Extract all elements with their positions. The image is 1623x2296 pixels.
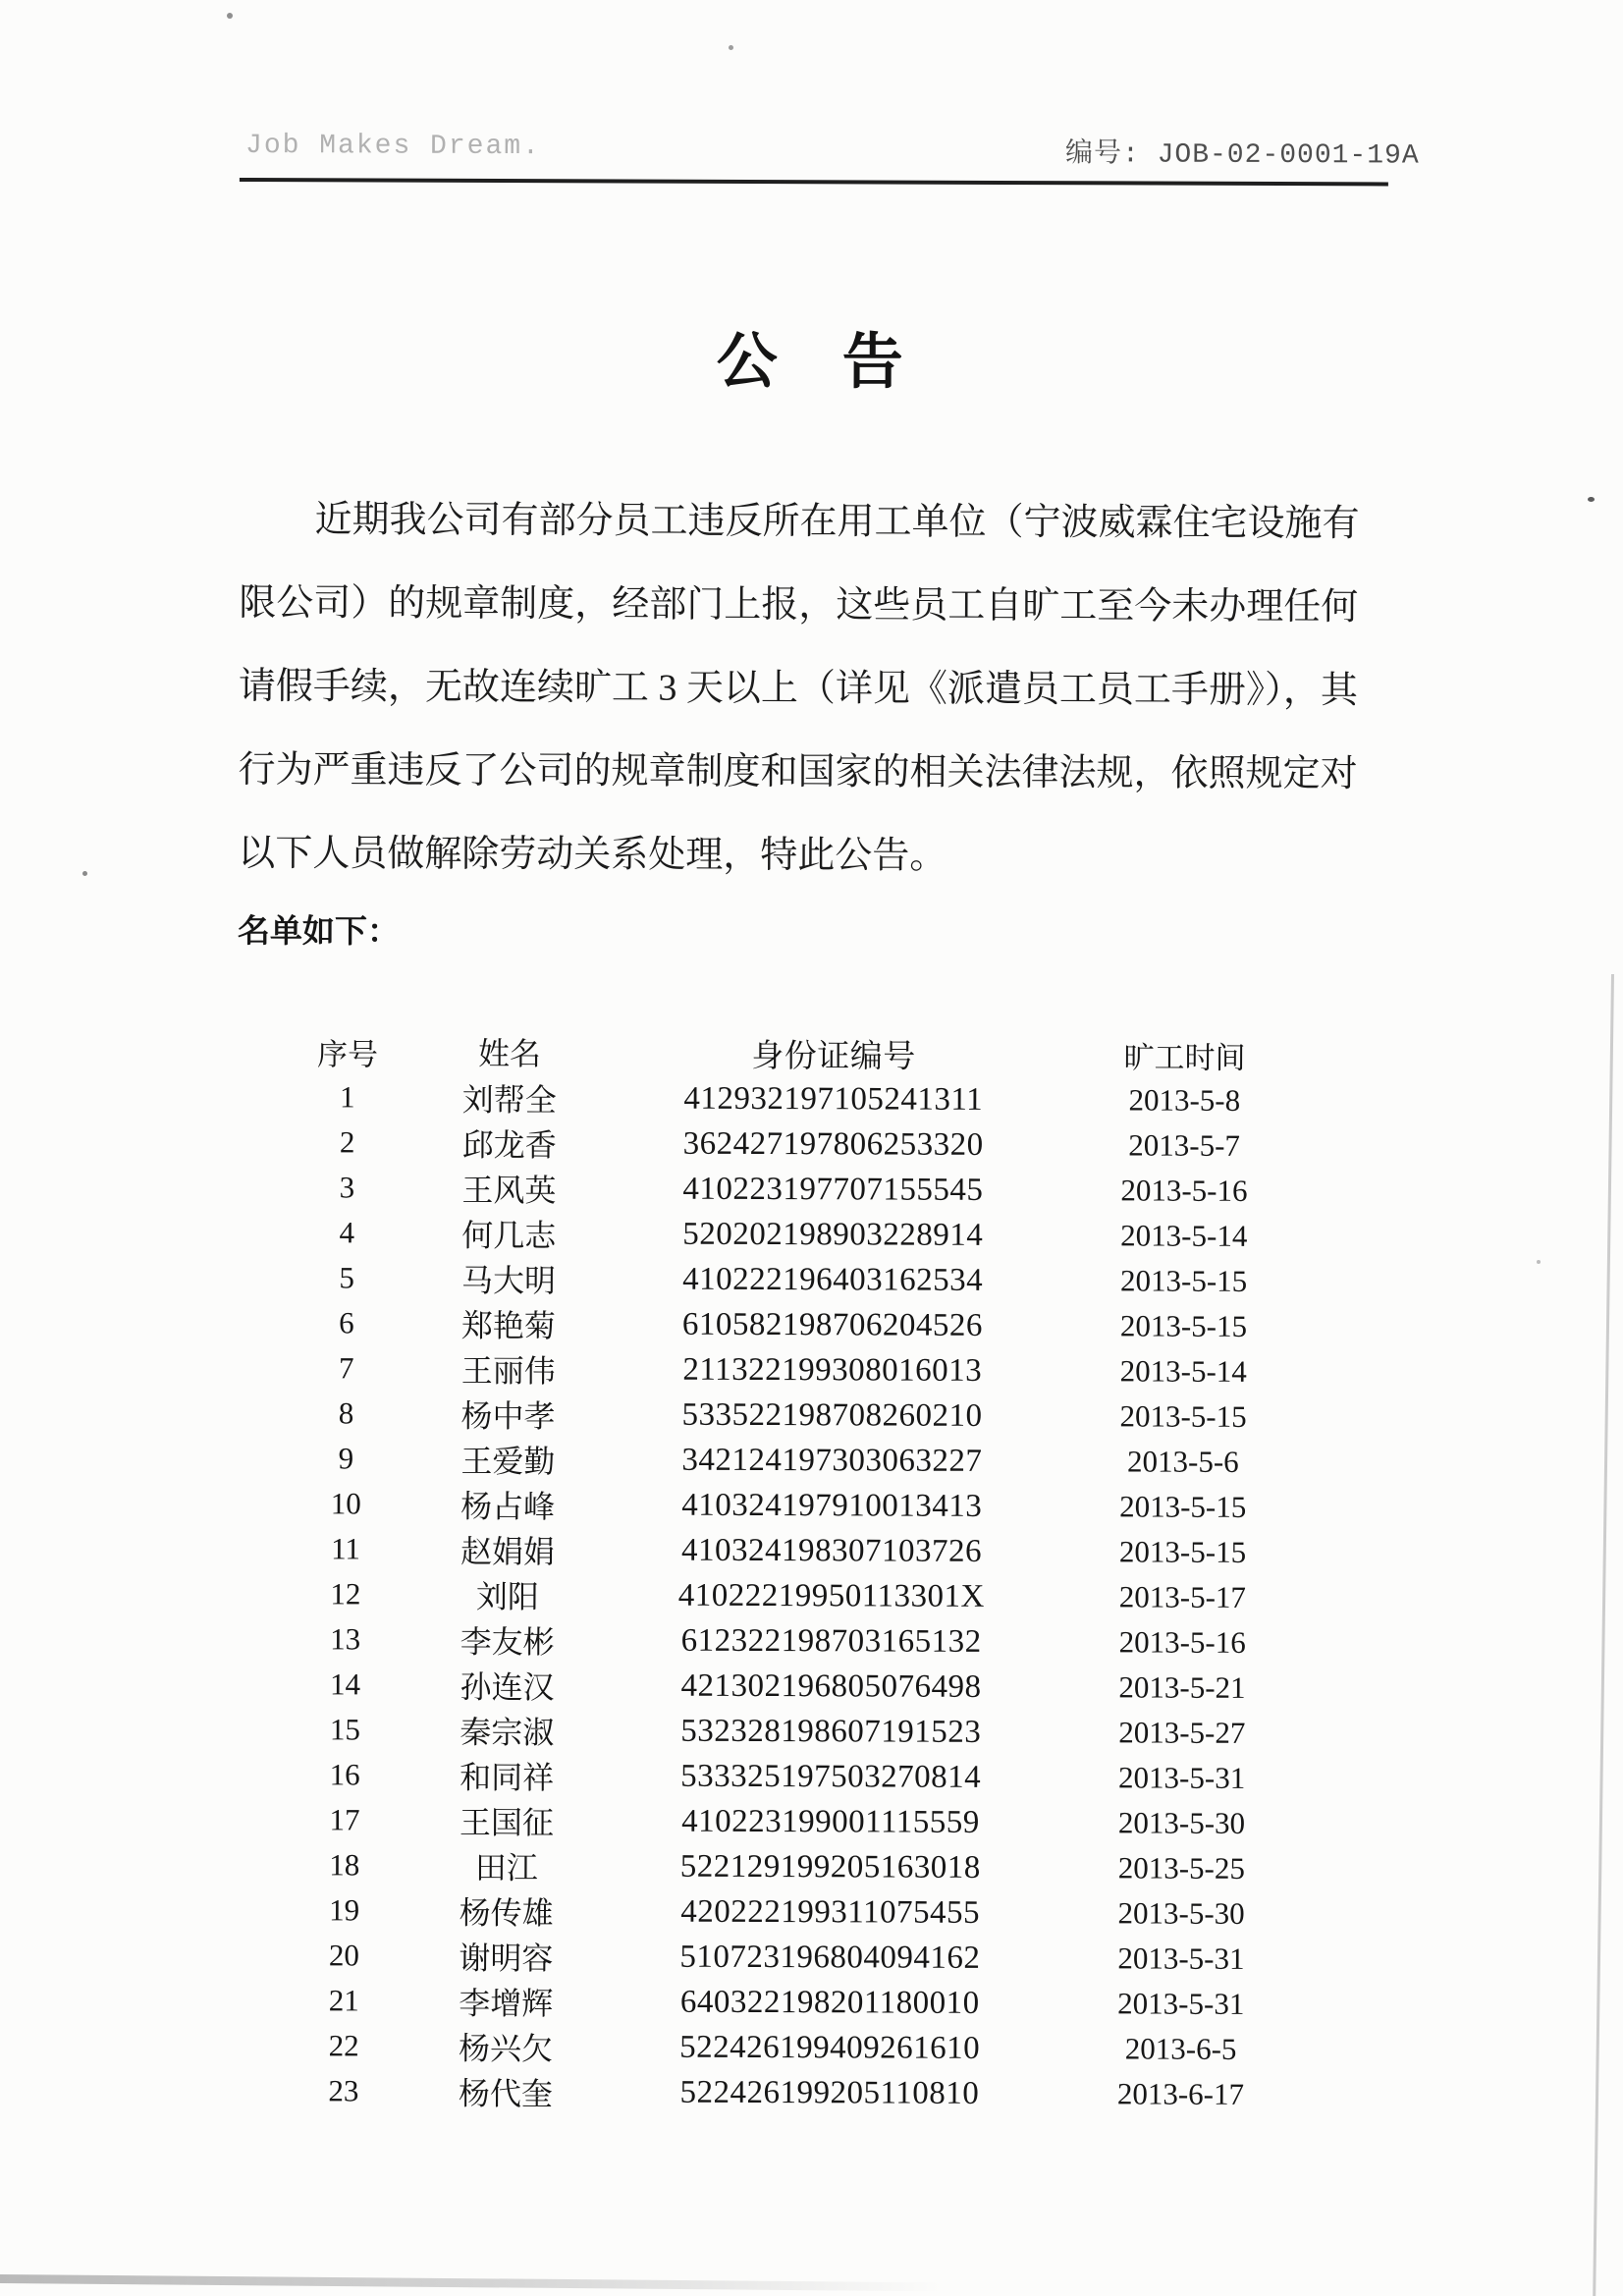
table-cell-date: 2013-5-30 xyxy=(1117,1805,1246,1840)
table-cell-no: 6 xyxy=(339,1305,354,1340)
table-cell-name: 李友彬 xyxy=(460,1623,555,1661)
table-cell-no: 20 xyxy=(328,1938,360,1973)
table-row xyxy=(273,2023,1299,2072)
table-cell-no: 16 xyxy=(329,1757,360,1792)
table-cell-name: 刘阳 xyxy=(475,1578,539,1615)
table-row xyxy=(276,1074,1302,1123)
table-cell-id: 520202198903228914 xyxy=(682,1216,984,1253)
table-cell-name: 谢明容 xyxy=(459,1940,554,1977)
table-cell-date: 2013-5-15 xyxy=(1118,1534,1247,1569)
scan-speck xyxy=(1588,497,1595,502)
table-cell-id: 412932197105241311 xyxy=(683,1080,984,1118)
table-cell-no: 3 xyxy=(339,1170,355,1205)
table-row xyxy=(276,1210,1302,1259)
column-header: 旷工时间 xyxy=(1123,1039,1246,1075)
table-cell-no: 18 xyxy=(329,1847,360,1883)
table-cell-name: 杨中孝 xyxy=(460,1397,556,1435)
announcement-body xyxy=(238,478,1388,900)
table-cell-date: 2013-5-17 xyxy=(1118,1579,1247,1614)
table-cell-id: 612322198703165132 xyxy=(680,1622,982,1660)
scan-speck xyxy=(1537,1260,1541,1264)
table-cell-no: 1 xyxy=(340,1079,355,1115)
table-cell-id: 410222196403162534 xyxy=(682,1261,984,1298)
table-cell-name: 秦宗淑 xyxy=(460,1714,555,1751)
table-cell-date: 2013-5-31 xyxy=(1117,1986,1245,2021)
table-cell-date: 2013-5-15 xyxy=(1119,1308,1248,1343)
table-cell-name: 刘帮全 xyxy=(461,1081,557,1119)
table-cell-no: 15 xyxy=(329,1712,360,1747)
table-cell-name: 杨代奎 xyxy=(458,2075,553,2112)
table-cell-id: 610582198706204526 xyxy=(681,1306,984,1343)
column-header: 序号 xyxy=(316,1036,379,1072)
header-divider xyxy=(240,178,1388,186)
table-cell-id: 410223197707155545 xyxy=(682,1171,984,1208)
scan-speck xyxy=(729,45,733,50)
table-cell-name: 王风英 xyxy=(461,1172,557,1209)
table-cell-no: 4 xyxy=(339,1215,355,1250)
table-cell-id: 421302196805076498 xyxy=(680,1667,982,1705)
document-number: 编号: JOB-02-0001-19A xyxy=(1064,139,1420,172)
table-cell-no: 9 xyxy=(338,1441,354,1476)
table-cell-name: 王国征 xyxy=(459,1804,555,1841)
table-cell-name: 郑艳菊 xyxy=(460,1307,557,1344)
table-cell-id: 510723196804094162 xyxy=(679,1939,981,1976)
table-cell-no: 22 xyxy=(328,2028,359,2063)
table-cell-no: 23 xyxy=(328,2073,359,2108)
body-line: 行为严重违反了公司的规章制度和国家的相关法律法规，依照规定对 xyxy=(238,748,1358,795)
table-cell-no: 14 xyxy=(329,1667,361,1702)
table-cell-name: 邱龙香 xyxy=(461,1126,557,1164)
table-row xyxy=(273,1933,1299,1982)
column-header: 身份证编号 xyxy=(751,1038,916,1075)
table-cell-date: 2013-5-7 xyxy=(1128,1127,1241,1163)
table-cell-date: 2013-5-14 xyxy=(1119,1353,1247,1389)
table-row xyxy=(273,1797,1299,1846)
table-row xyxy=(275,1345,1301,1394)
table-cell-id: 211322199308016013 xyxy=(682,1351,983,1389)
table-cell-id: 362427197806253320 xyxy=(682,1125,984,1163)
table-cell-date: 2013-5-30 xyxy=(1117,1895,1245,1931)
scan-speck xyxy=(82,871,87,876)
table-body xyxy=(272,1074,1302,2117)
table-row xyxy=(274,1707,1300,1756)
table-cell-date: 2013-5-16 xyxy=(1118,1624,1246,1660)
table-row xyxy=(273,1842,1299,1891)
table-cell-date: 2013-5-6 xyxy=(1127,1444,1239,1479)
table-row xyxy=(274,1571,1300,1620)
table-cell-date: 2013-6-5 xyxy=(1124,2031,1237,2066)
body-line: 以下人员做解除劳动关系处理，特此公告。 xyxy=(238,832,947,877)
table-cell-id: 420222199311075455 xyxy=(680,1893,981,1931)
table-cell-name: 何几志 xyxy=(461,1217,557,1254)
table-header-row xyxy=(276,1027,1302,1078)
table-row xyxy=(276,1255,1302,1304)
table-row xyxy=(275,1436,1301,1485)
table-row xyxy=(272,2068,1298,2117)
table-row xyxy=(274,1616,1300,1666)
table-cell-no: 7 xyxy=(338,1350,354,1386)
table-cell-name: 王爱勤 xyxy=(460,1443,556,1480)
table-cell-no: 5 xyxy=(339,1260,354,1295)
table-cell-no: 19 xyxy=(329,1892,360,1928)
table-cell-date: 2013-5-15 xyxy=(1119,1398,1247,1434)
table-cell-date: 2013-5-21 xyxy=(1118,1669,1246,1705)
table-cell-name: 杨占峰 xyxy=(460,1488,556,1525)
table-cell-no: 17 xyxy=(329,1802,360,1837)
table-cell-no: 21 xyxy=(328,1983,359,2018)
table-row xyxy=(274,1752,1300,1801)
table-cell-id: 522426199205110810 xyxy=(679,2074,980,2111)
table-cell-date: 2013-5-31 xyxy=(1117,1941,1245,1976)
table-cell-date: 2013-5-16 xyxy=(1120,1173,1248,1208)
table-cell-no: 2 xyxy=(339,1124,355,1160)
table-cell-id: 342124197303063227 xyxy=(681,1442,983,1479)
body-line: 请假手续，无故连续旷工 3 天以上（详见《派遣员工员工手册》），其 xyxy=(238,665,1359,712)
table-cell-name: 赵娟娟 xyxy=(460,1533,556,1570)
table-cell-date: 2013-5-15 xyxy=(1119,1263,1248,1298)
table-cell-id: 522129199205163018 xyxy=(679,1848,981,1886)
table-cell-no: 10 xyxy=(330,1486,361,1521)
table-cell-id: 410324198307103726 xyxy=(680,1532,983,1569)
brand-slogan: Job Makes Dream. xyxy=(244,131,541,163)
table-cell-date: 2013-5-8 xyxy=(1128,1082,1241,1118)
table-cell-no: 8 xyxy=(338,1395,354,1431)
table-row xyxy=(275,1481,1301,1530)
table-cell-id: 410223199001115559 xyxy=(681,1803,980,1840)
table-cell-id: 410324197910013413 xyxy=(681,1487,983,1524)
table-cell-name: 马大明 xyxy=(461,1262,557,1299)
body-line: 限公司）的规章制度，经部门上报，这些员工自旷工至今未办理任何 xyxy=(239,581,1359,629)
table-cell-id: 522426199409261610 xyxy=(679,2029,981,2066)
table-row xyxy=(274,1662,1300,1711)
table-cell-date: 2013-5-14 xyxy=(1120,1218,1248,1253)
table-row xyxy=(275,1391,1301,1440)
table-row xyxy=(275,1300,1301,1349)
dismissal-table xyxy=(272,1027,1302,2117)
table-cell-name: 田江 xyxy=(474,1849,538,1886)
table-row xyxy=(273,1887,1299,1937)
table-cell-date: 2013-6-17 xyxy=(1116,2076,1245,2111)
table-cell-date: 2013-5-31 xyxy=(1118,1760,1246,1795)
body-line: 近期我公司有部分员工违反所在用工单位（宁波威霖住宅设施有 xyxy=(314,499,1360,545)
table-cell-name: 李增辉 xyxy=(459,1985,554,2022)
table-cell-name: 王丽伟 xyxy=(460,1352,556,1390)
table-cell-name: 杨传雄 xyxy=(459,1894,554,1932)
table-cell-name: 杨兴欠 xyxy=(459,2030,554,2067)
list-intro-label: 名单如下： xyxy=(237,911,401,950)
table-cell-date: 2013-5-27 xyxy=(1118,1715,1246,1750)
table-cell-id: 640322198201180010 xyxy=(679,1984,980,2021)
table-cell-no: 13 xyxy=(330,1621,361,1657)
table-cell-id: 532328198607191523 xyxy=(680,1713,982,1750)
table-cell-date: 2013-5-25 xyxy=(1117,1850,1245,1886)
table-cell-name: 孙连汉 xyxy=(460,1668,555,1706)
table-cell-id: 533522198708260210 xyxy=(681,1396,983,1434)
table-row xyxy=(274,1526,1300,1575)
table-cell-no: 11 xyxy=(331,1531,361,1566)
scan-speck xyxy=(227,13,233,19)
column-header: 姓名 xyxy=(477,1035,542,1072)
table-row xyxy=(273,1978,1299,2027)
table-cell-no: 12 xyxy=(330,1576,361,1612)
page-title: 公 告 xyxy=(716,328,905,397)
table-row xyxy=(276,1165,1302,1214)
table-cell-id: 41022219950113301X xyxy=(677,1577,985,1614)
table-cell-id: 533325197503270814 xyxy=(680,1758,982,1795)
table-row xyxy=(276,1120,1302,1169)
table-cell-date: 2013-5-15 xyxy=(1119,1489,1247,1524)
table-cell-name: 和同祥 xyxy=(460,1759,555,1796)
